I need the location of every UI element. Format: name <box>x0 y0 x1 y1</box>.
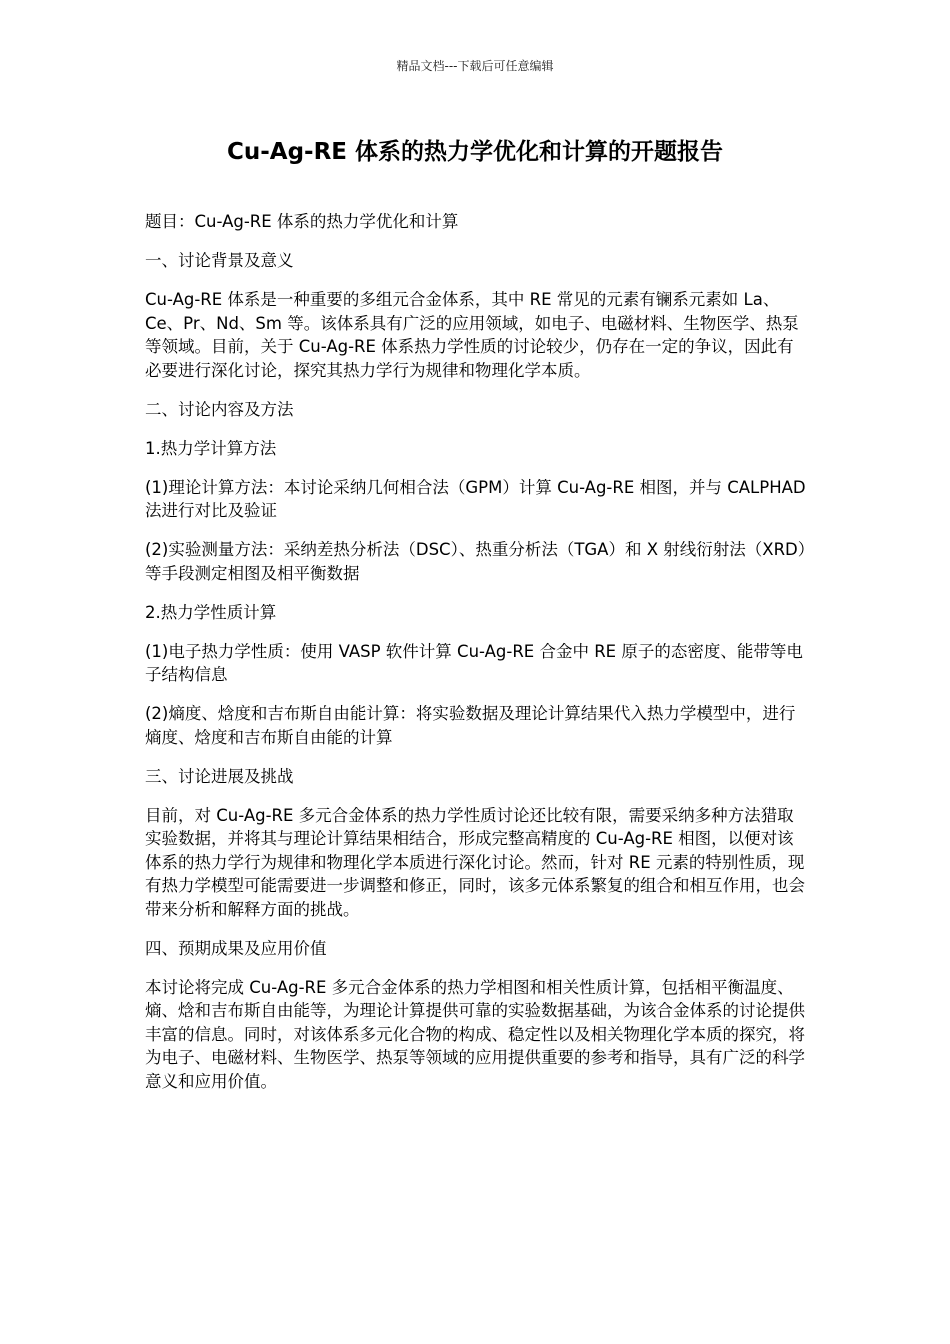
item-electronic-properties: (1)电子热力学性质：使用 VASP 软件计算 Cu-Ag-RE 合金中 RE 原子的态密度、能带等电子结构信息 <box>145 641 803 684</box>
document-title: Cu-Ag-RE 体系的热力学优化和计算的开题报告 <box>226 139 724 165</box>
page-header: 精品文档---下载后可任意编辑 <box>396 59 554 73</box>
item-theoretical-method: (1)理论计算方法：本讨论采纳几何相合法（GPM）计算 Cu-Ag-RE 相图，并与 CALPHAD 法进行对比及验证 <box>145 477 806 520</box>
background-paragraph: Cu-Ag-RE 体系是一种重要的多组元合金体系，其中 RE 常见的元素有镧系元素如 La、Ce、Pr、Nd、Sm 等。该体系具有广泛的应用领域，如电子、电磁材料、生物医学、热泵等领域。目前，关于 Cu-Ag-RE 体系热力学性质的讨论较少，仍存在一定的争议，因此有必要进行深化讨论，探究其热力学行为规律和物理化学本质。 <box>145 290 799 380</box>
progress-paragraph: 目前，对 Cu-Ag-RE 多元合金体系的热力学性质讨论还比较有限，需要采纳多种方法猎取实验数据，并将其与理论计算结果相结合，形成完整高精度的 Cu-Ag-RE 相图，以便对该体系的热力学行为规律和物理化学本质进行深化讨论。然而，针对 RE 元素的特别性质，现有热力学模型可能需要进一步调整和修正，同时，该多元体系繁复的组合和相互作用，也会带来分析和解释方面的挑战。 <box>145 805 805 919</box>
section-heading-expected-results: 四、预期成果及应用价值 <box>145 938 327 958</box>
subheading-calculation-methods: 1.热力学计算方法 <box>145 438 277 458</box>
subheading-property-calculation: 2.热力学性质计算 <box>145 602 277 622</box>
section-heading-background: 一、讨论背景及意义 <box>145 251 294 270</box>
item-experimental-method: (2)实验测量方法：采纳差热分析法（DSC）、热重分析法（TGA）和 X 射线衍射法（XRD）等手段测定相图及相平衡数据 <box>145 540 806 583</box>
item-entropy-enthalpy-gibbs: (2)熵度、焓度和吉布斯自由能计算：将实验数据及理论计算结果代入热力学模型中，进行熵度、焓度和吉布斯自由能的计算 <box>145 704 796 747</box>
section-heading-content-methods: 二、讨论内容及方法 <box>145 399 294 419</box>
section-heading-progress-challenges: 三、讨论进展及挑战 <box>145 766 294 786</box>
topic-line: 题目：Cu-Ag-RE 体系的热力学优化和计算 <box>145 212 459 231</box>
document-body <box>145 210 810 1109</box>
expected-results-paragraph: 本讨论将完成 Cu-Ag-RE 多元合金体系的热力学相图和相关性质计算，包括相平衡温度、熵、焓和吉布斯自由能等，为理论计算提供可靠的实验数据基础，为该合金体系的讨论提供丰富的信息。同时，对该体系多元化合物的构成、稳定性以及相关物理化学本质的探究，将为电子、电磁材料、生物医学、热泵等领域的应用提供重要的参考和指导，具有广泛的科学意义和应用价值。 <box>145 977 805 1091</box>
